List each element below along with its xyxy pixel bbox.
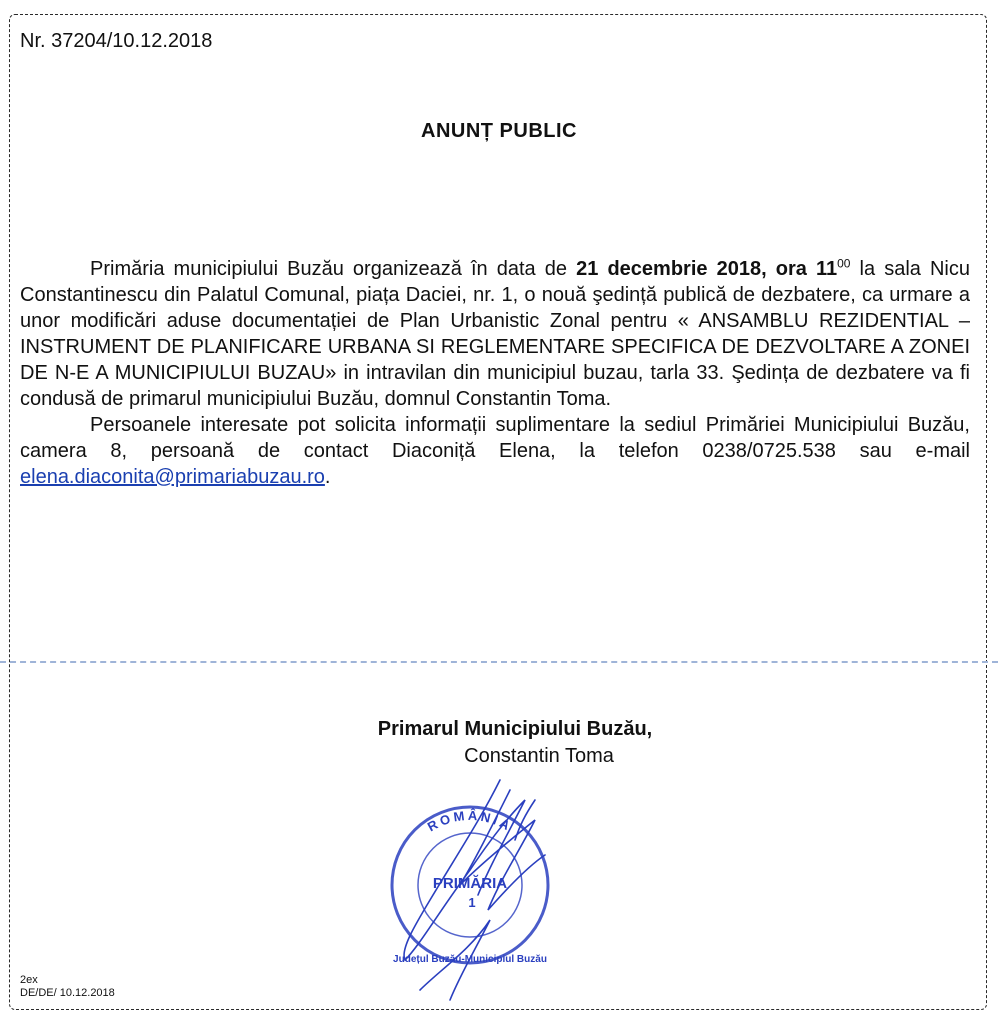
document-number: Nr. 37204/10.12.2018: [20, 30, 213, 52]
paragraph-1: [20, 256, 970, 412]
announcement-body: [20, 256, 970, 490]
paragraph-2-end: .: [324, 466, 331, 488]
copies-count: 2ex: [20, 974, 38, 986]
signer-name: Constantin Toma: [464, 745, 614, 767]
contact-email-link[interactable]: elena.diaconita@primariabuzau.ro: [20, 466, 325, 488]
official-stamp: [360, 760, 600, 1010]
meeting-time-minutes: 00: [837, 256, 851, 271]
stamp-center-number: 1: [468, 895, 476, 910]
paragraph-2: [20, 412, 970, 490]
author-date: DE/DE/ 10.12.2018: [20, 987, 115, 999]
footer-note: [20, 974, 115, 1000]
stamp-circle: [392, 807, 548, 965]
svg-text:ROMÂNIA: [425, 808, 515, 835]
fold-line: [0, 661, 998, 663]
paragraph-1-rest: la sala Nicu Constantinescu din Palatul Comunal, piața Daciei, nr. 1, o nouă şedință publică de dezbatere, ca urmare a unor modificări aduse documentației de Plan Urbanistic Zonal pentru « ANSAMBLU REZIDENTIAL – INSTRUMENT DE PLANIFICARE URBANA SI REGLEMENTARE SPECIFICA DE DEZVOLTARE A ZONEI DE N-E A MUNICIPIULUI BUZAU» in intravilan din municipiul buzau, tarla 33. Şedința de dezbatere va fi condusă de primarul municipiului Buzău, domnul Constantin Toma.: [20, 258, 970, 410]
signer-role: Primarul Municipiului Buzău,: [377, 718, 653, 740]
meeting-date: 21 decembrie 2018, ora 11: [576, 258, 838, 280]
stamp-top-text: ROMÂNIA: [424, 807, 516, 835]
document-title: ANUNȚ PUBLIC: [421, 120, 577, 142]
stamp-center-text: PRIMĂRIA: [432, 875, 508, 892]
stamp-ring-text: Județul Buzău-Municipiul Buzău: [393, 954, 547, 965]
paragraph-2-text: Persoanele interesate pot solicita informații suplimentare la sediul Primăriei Municipiului Buzău, camera 8, persoană de contact Diaconiță Elena, la telefon 0238/0725.538 sau e-mail: [20, 414, 970, 462]
paragraph-1-intro: Primăria municipiului Buzău organizează în data de: [90, 258, 577, 280]
